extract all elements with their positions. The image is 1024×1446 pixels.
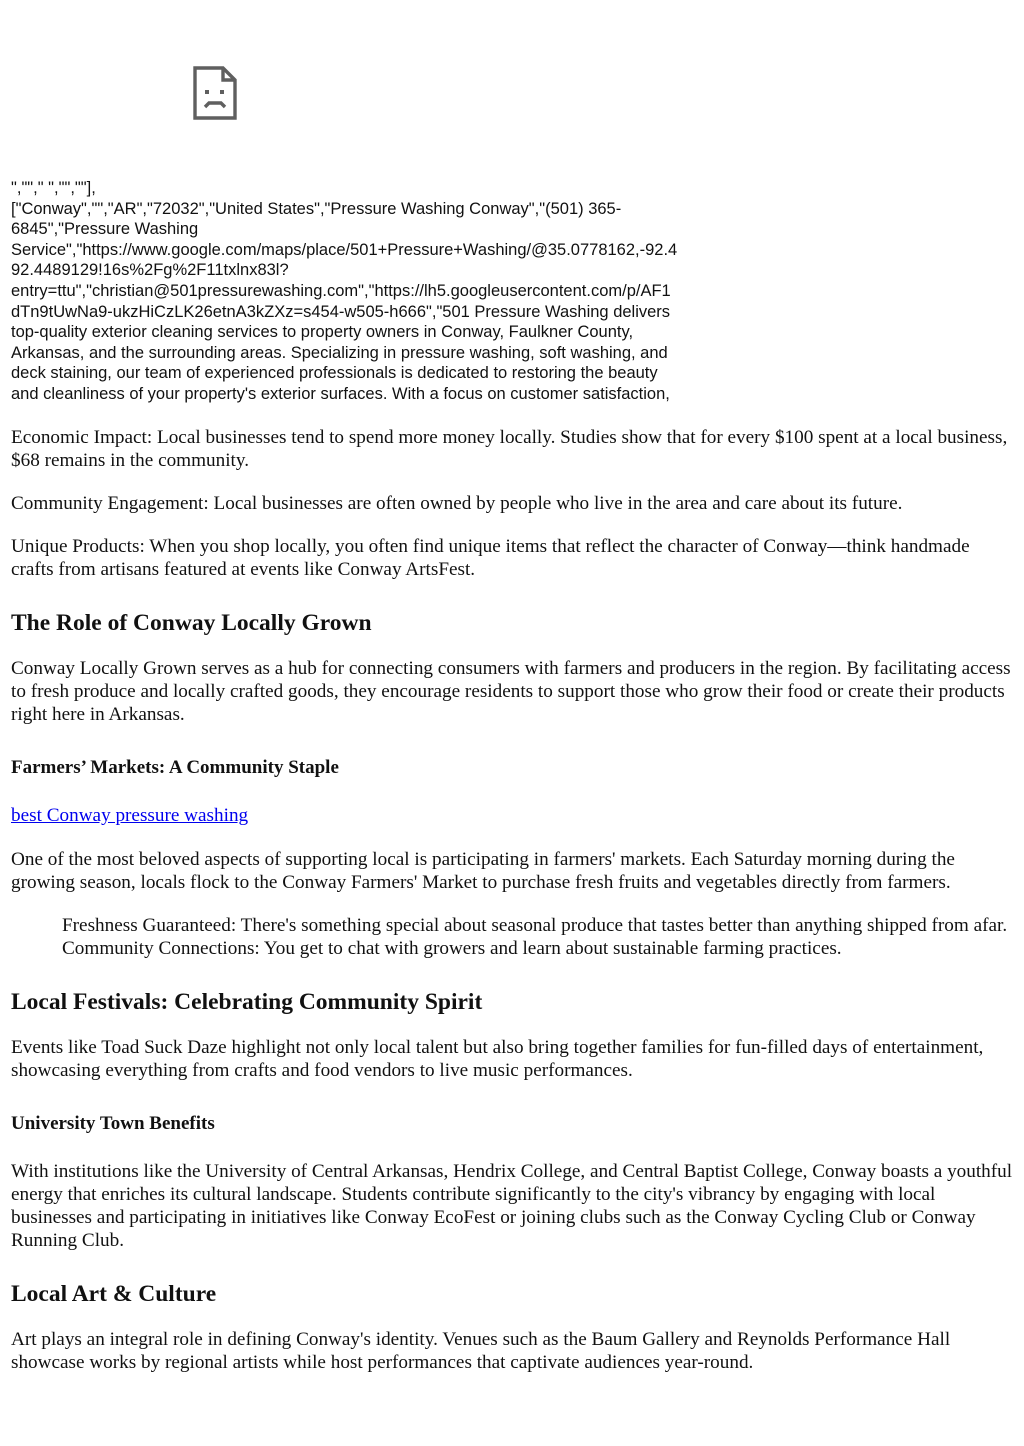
raw-data-line: 6845","Pressure Washing	[11, 220, 199, 239]
art-culture-heading: Local Art & Culture	[11, 1281, 217, 1307]
broken-image-icon	[193, 66, 237, 120]
raw-data-line: and cleanliness of your property's exterior surfaces. With a focus on customer satisfaction,	[11, 384, 670, 403]
raw-data-line: ",""," ","",""],	[11, 179, 96, 197]
farmers-markets-paragraph: One of the most beloved aspects of supporting local is participating in farmers' markets. Each Saturday morning during the growing season, locals flock to the Conway Farmers' Market to purchase fresh fruits and vegetables directly from farmers.	[11, 849, 955, 893]
festivals-paragraph: Events like Toad Suck Daze highlight not only local talent but also bring together families for fun-filled days of entertainment, showcasing everything from crafts and food vendors to live music performances.	[11, 1037, 984, 1081]
art-culture-paragraph: Art plays an integral role in defining Conway's identity. Venues such as the Baum Gallery and Reynolds Performance Hall showcase works by regional artists while host performances that captivate audiences year-round.	[11, 1329, 951, 1373]
raw-data-line: Arkansas, and the surrounding areas. Specializing in pressure washing, soft washing, and	[11, 343, 668, 362]
university-heading: University Town Benefits	[11, 1113, 215, 1134]
locally-grown-heading: The Role of Conway Locally Grown	[11, 610, 372, 636]
pressure-washing-link[interactable]: best Conway pressure washing	[11, 805, 249, 826]
university-paragraph: With institutions like the University of Central Arkansas, Hendrix College, and Central Baptist College, Conway boasts a youthful energy that enriches its cultural landscape. Students contribute significantly to the city's vibrancy by engaging with local businesses and participating in initiatives like Conway EcoFest or joining clubs such as the Conway Cycling Club or Conway Running Club.	[11, 1161, 1013, 1251]
freshness-quote: Freshness Guaranteed: There's something special about seasonal produce that tastes better than anything shipped from afar. Community Connections: You get to chat with growers and learn about sustainable farming practices.	[62, 915, 1008, 959]
raw-data-line: entry=ttu","christian@501pressurewashing.com","https://lh5.googleusercontent.com/p/AF1	[11, 281, 671, 300]
raw-data-line: 92.4489129!16s%2Fg%2F11txlnx83l?	[11, 261, 289, 280]
unique-products-paragraph: Unique Products: When you shop locally, you often find unique items that reflect the character of Conway—think handmade crafts from artisans featured at events like Conway ArtsFest.	[11, 536, 970, 580]
raw-data-line: Service","https://www.google.com/maps/place/501+Pressure+Washing/@35.0778162,-92.4	[11, 240, 678, 259]
raw-data-line: ["Conway","","AR","72032","United States","Pressure Washing Conway","(501) 365-	[11, 199, 622, 218]
locally-grown-paragraph: Conway Locally Grown serves as a hub for connecting consumers with farmers and producers in the region. By facilitating access to fresh produce and locally crafted goods, they encourage residents to support those who grow their food or create their products right here in Arkansas.	[11, 658, 1011, 725]
link-paragraph	[11, 804, 1016, 827]
economic-impact-paragraph: Economic Impact: Local businesses tend to spend more money locally. Studies show that for every $100 spent at a local business, $68 remains in the community.	[11, 427, 1008, 471]
raw-data-line: deck staining, our team of experienced professionals is dedicated to restoring the beauty	[11, 364, 658, 383]
article-body	[11, 426, 1016, 1394]
community-engagement-paragraph: Community Engagement: Local businesses are often owned by people who live in the area and care about its future.	[11, 493, 903, 514]
raw-data-text-block	[11, 178, 731, 406]
farmers-markets-heading: Farmers’ Markets: A Community Staple	[11, 757, 339, 778]
festivals-heading: Local Festivals: Celebrating Community Spirit	[11, 989, 483, 1015]
raw-data-line: top-quality exterior cleaning services to property owners in Conway, Faulkner County,	[11, 323, 634, 342]
raw-data-line: dTn9tUwNa9-ukzHiCzLK26etnA3kZXz=s454-w505-h666","501 Pressure Washing delivers	[11, 302, 671, 321]
